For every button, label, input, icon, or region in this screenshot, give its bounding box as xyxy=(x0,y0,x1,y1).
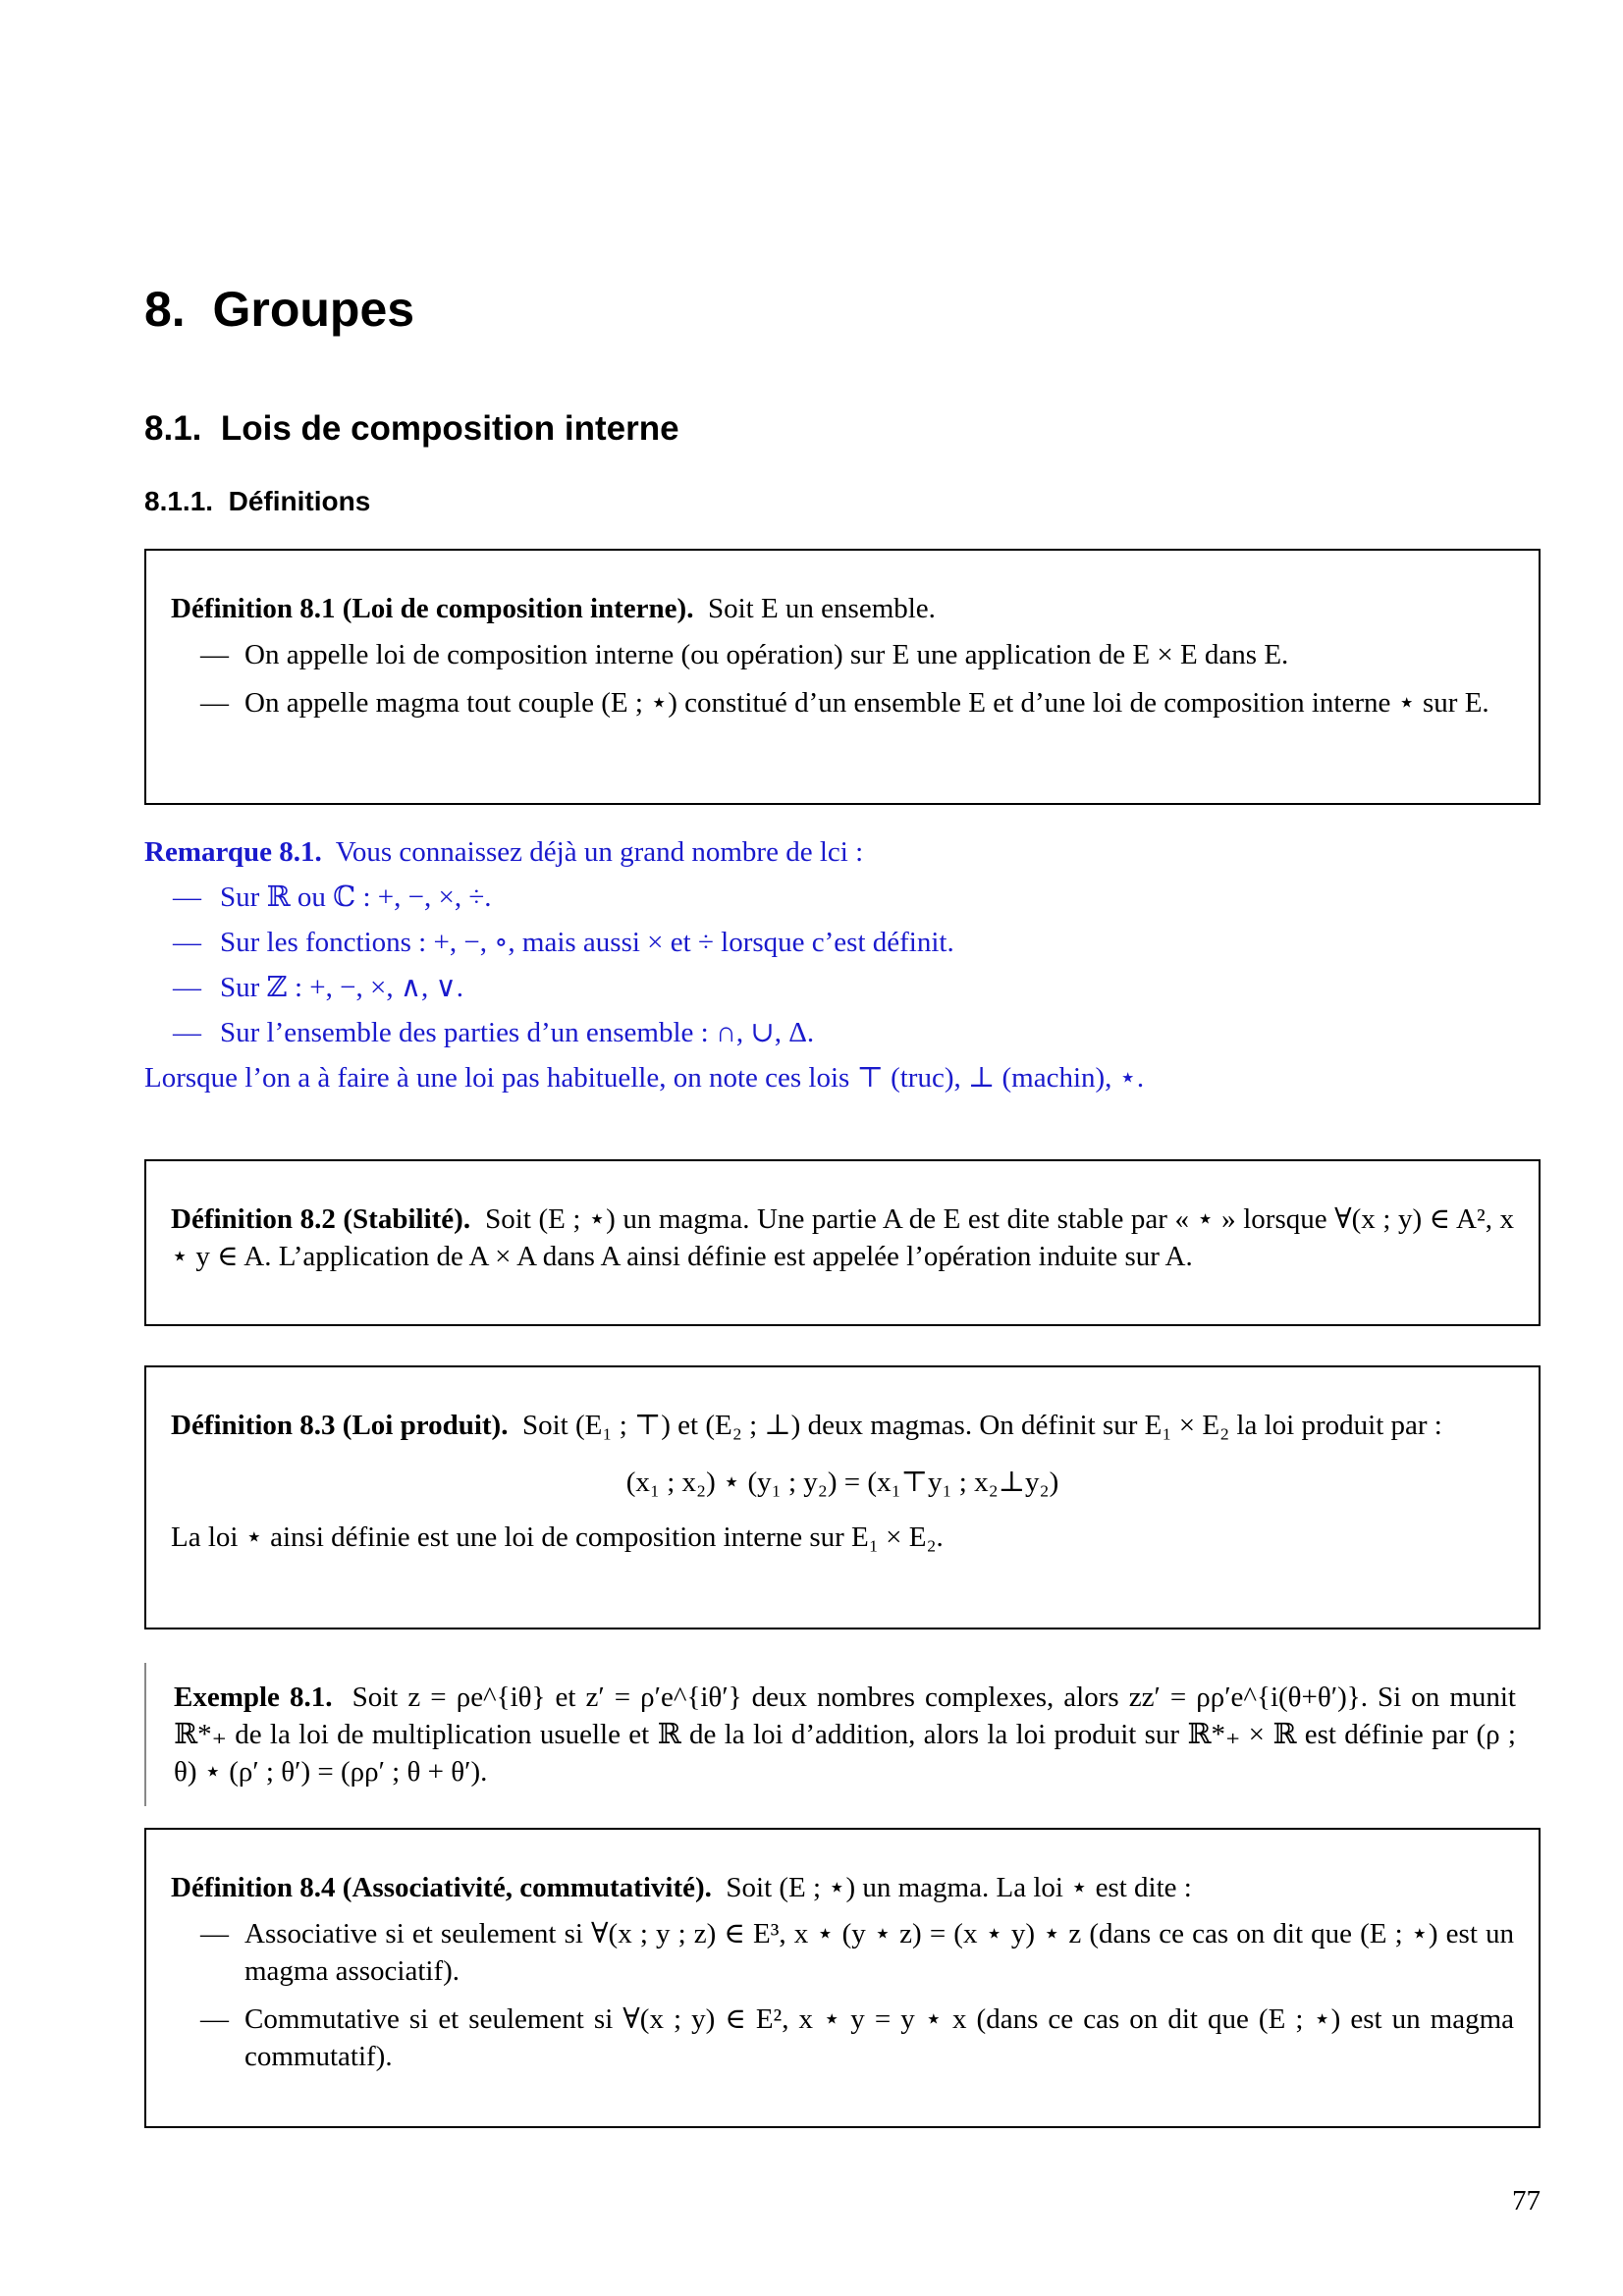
remark-8-1-item-4: — Sur l’ensemble des parties d’un ensemble : ∩, ∪, Δ. xyxy=(220,1010,1541,1055)
definition-8-4-item-2: — Commutative si et seulement si ∀(x ; y) ∈ E², x ⋆ y = y ⋆ x (dans ce cas on dit que (E ; ⋆) est un magma commutatif). xyxy=(244,2001,1514,2075)
definition-8-1-intro-line xyxy=(171,590,1514,627)
definition-box-8-1 xyxy=(144,549,1541,805)
example-8-1 xyxy=(144,1663,1541,1806)
definition-8-1-item-1: — On appelle loi de composition interne (ou opération) sur E une application de E × E dans E. xyxy=(244,636,1514,673)
definition-8-2-text: Soit (E ; ⋆) un magma. Une partie A de E est dite stable par « ⋆ » lorsque ∀(x ; y) ∈ A², x ⋆ y ∈ A. L’application de A × A dans A ainsi définie est appelée l’opération induite sur A. xyxy=(171,1203,1514,1272)
definition-box-8-2 xyxy=(144,1159,1541,1326)
definition-8-4-list xyxy=(171,1915,1514,2075)
definition-8-3-text: Soit (E₁ ; ⊤) et (E₂ ; ⊥) deux magmas. On définit sur E₁ × E₂ la loi produit par : xyxy=(521,1410,1442,1441)
definition-8-3-paragraph xyxy=(171,1407,1514,1444)
remark-8-1-item-3: — Sur ℤ : +, −, ×, ∧, ∨. xyxy=(220,965,1541,1010)
remark-8-1-item-2: — Sur les fonctions : +, −, ∘, mais aussi × et ÷ lorsque c’est définit. xyxy=(220,920,1541,965)
definition-8-4-intro: Soit (E ; ⋆) un magma. La loi ⋆ est dite : xyxy=(726,1872,1192,1903)
definition-box-8-4 xyxy=(144,1828,1541,2128)
subsection-number: 8.1.1. xyxy=(144,486,214,516)
definition-8-3-formula: (x₁ ; x₂) ⋆ (y₁ ; y₂) = (x₁⊤y₁ ; x₂⊥y₂) xyxy=(625,1467,1059,1498)
definition-8-1-intro: Soit E un ensemble. xyxy=(707,593,936,624)
definition-8-4-heading: Définition 8.4 (Associativité, commutativité). xyxy=(171,1872,712,1903)
definition-8-2-paragraph xyxy=(171,1201,1514,1275)
section-title-text: Lois de composition interne xyxy=(220,409,679,448)
chapter-title-text: Groupes xyxy=(212,282,415,337)
subsection-title-text: Définitions xyxy=(228,486,371,516)
remark-8-1-intro: Vous connaissez déjà un grand nombre de lci : xyxy=(335,836,864,868)
definition-8-2-heading: Définition 8.2 (Stabilité). xyxy=(171,1203,471,1235)
page-number: 77 xyxy=(1512,2185,1541,2216)
definition-8-4-item-1: — Associative si et seulement si ∀(x ; y ; z) ∈ E³, x ⋆ (y ⋆ z) = (x ⋆ y) ⋆ z (dans ce cas on dit que (E ; ⋆) est un magma associatif). xyxy=(244,1915,1514,1990)
subsection-title xyxy=(144,485,370,518)
chapter-number: 8. xyxy=(144,282,186,337)
definition-8-3-outro: La loi ⋆ ainsi définie est une loi de composition interne sur E₁ × E₂. xyxy=(171,1522,944,1553)
remark-8-1 xyxy=(144,829,1541,1100)
remark-8-1-intro-line xyxy=(144,829,1541,875)
remark-8-1-heading: Remarque 8.1. xyxy=(144,836,322,868)
example-8-1-heading: Exemple 8.1. xyxy=(174,1682,333,1713)
example-8-1-text: Soit z = ρe^{iθ} et z′ = ρ′e^{iθ′} deux nombres complexes, alors zz′ = ρρ′e^{i(θ+θ′)}. Si on munit ℝ*₊ de la loi de multiplication usuelle et ℝ de la loi d’addition, alors la loi produit sur ℝ*₊ × ℝ est définie par (ρ ; θ) ⋆ (ρ′ ; θ′) = (ρρ′ ; θ + θ′). xyxy=(174,1682,1516,1788)
example-8-1-paragraph xyxy=(174,1679,1516,1790)
definition-box-8-3 xyxy=(144,1365,1541,1629)
definition-8-1-heading: Définition 8.1 (Loi de composition interne). xyxy=(171,593,694,624)
section-number: 8.1. xyxy=(144,409,202,448)
definition-8-1-list xyxy=(171,636,1514,721)
definition-8-4-intro-line xyxy=(171,1869,1514,1906)
remark-8-1-outro: Lorsque l’on a à faire à une loi pas habituelle, on note ces lois ⊤ (truc), ⊥ (machin), ⋆. xyxy=(144,1062,1145,1094)
remark-8-1-list xyxy=(144,875,1541,1055)
definition-8-1-item-2: — On appelle magma tout couple (E ; ⋆) constitué d’un ensemble E et d’une loi de composition interne ⋆ sur E. xyxy=(244,684,1514,721)
remark-8-1-item-1: — Sur ℝ ou ℂ : +, −, ×, ÷. xyxy=(220,875,1541,920)
chapter-title xyxy=(144,280,414,339)
definition-8-3-heading: Définition 8.3 (Loi produit). xyxy=(171,1410,509,1441)
section-title xyxy=(144,408,679,450)
